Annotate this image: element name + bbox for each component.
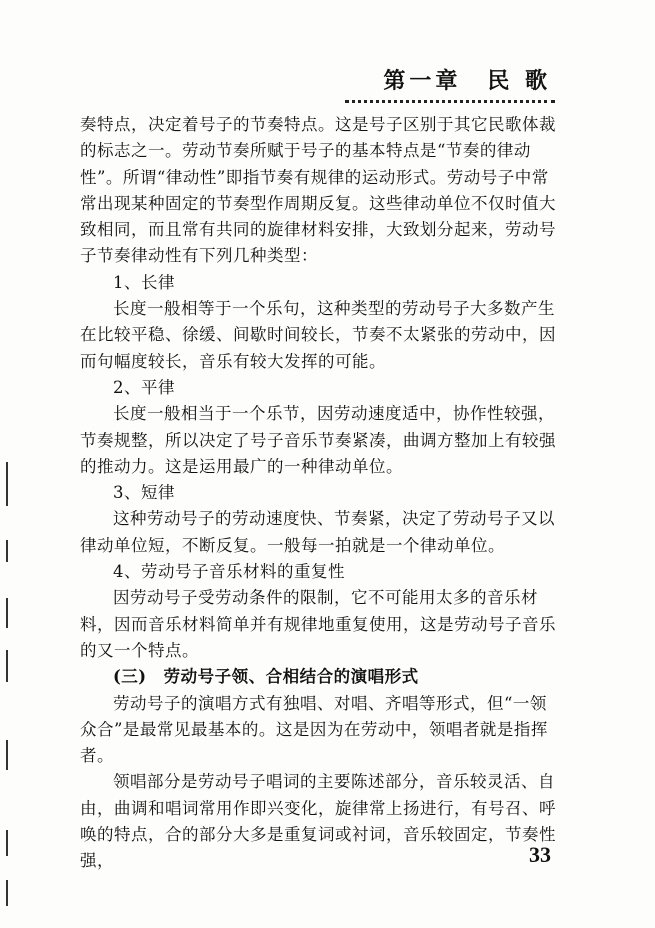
subheading-even-rhythm: 2、平律: [113, 377, 175, 397]
header-dotted-rule: [345, 100, 555, 103]
paragraph-6: 劳动号子的演唱方式有独唱、对唱、齐唱等形式，但“一领众合”是最常见最基本的。这是因为在劳动中，领唱者就是指挥者。: [80, 693, 548, 766]
paragraph-5: 因劳动号子受劳动条件的限制，它不可能用太多的音乐材料，因而音乐材料简单并有规律地重复使用，这是劳动号子音乐的又一个特点。: [80, 588, 556, 660]
scan-edge-mark: [6, 880, 8, 906]
scan-edge-mark: [6, 650, 8, 682]
paragraph-2: 长度一般相等于一个乐句，这种类型的劳动号子大多数产生在比较平稳、徐缓、间歇时间较长，节奏不太紧张的劳动中，因而句幅度较长，音乐有较大发挥的可能。: [80, 299, 556, 371]
paragraph-7: 领唱部分是劳动号子唱词的主要陈述部分，音乐较灵活、自由，曲调和唱词常用作即兴变化，旋律常上扬进行，有号召、呼唤的特点，合的部分大多是重复词或衬词，音乐较固定，节奏性强，: [80, 772, 556, 871]
chapter-header: 第一章 民 歌: [383, 68, 551, 94]
section-heading-3: (三) 劳动号子领、合相结合的演唱形式: [113, 667, 419, 687]
page-body: [80, 112, 560, 875]
paragraph-4: 这种劳动号子的劳动速度快、节奏紧，决定了劳动号子又以律动单位短，不断反复。一般每一拍就是一个律动单位。: [80, 509, 555, 555]
subheading-short-rhythm: 3、短律: [113, 483, 175, 503]
scan-edge-mark: [6, 540, 8, 562]
paragraph-1: 奏特点，决定着号子的节奏特点。这是号子区别于其它民歌体裁的标志之一。劳动节奏所赋于号子的基本特点是“节奏的律动性”。所谓“律动性”即指节奏有规律的运动形式。劳动号子中常常出现某种固定的节奏型作周期反复。这些律动单位不仅时值大致相同，而且常有共同的旋律材料安排，大致划分起来，劳动号子节奏律动性有下列几种类型：: [80, 115, 556, 266]
subheading-long-rhythm: 1、长律: [113, 272, 175, 292]
page-number: 33: [529, 842, 551, 867]
scan-edge-mark: [6, 740, 8, 770]
paragraph-3: 长度一般相当于一个乐节，因劳动速度适中，协作性较强，节奏规整，所以决定了号子音乐节奏紧凑，曲调方整加上有较强的推动力。这是运用最广的一种律动单位。: [80, 404, 556, 476]
subheading-repetition: 4、劳动号子音乐材料的重复性: [113, 562, 345, 582]
scan-edge-mark: [6, 462, 8, 506]
scan-edge-mark: [6, 830, 8, 856]
scan-edge-mark: [6, 598, 8, 628]
